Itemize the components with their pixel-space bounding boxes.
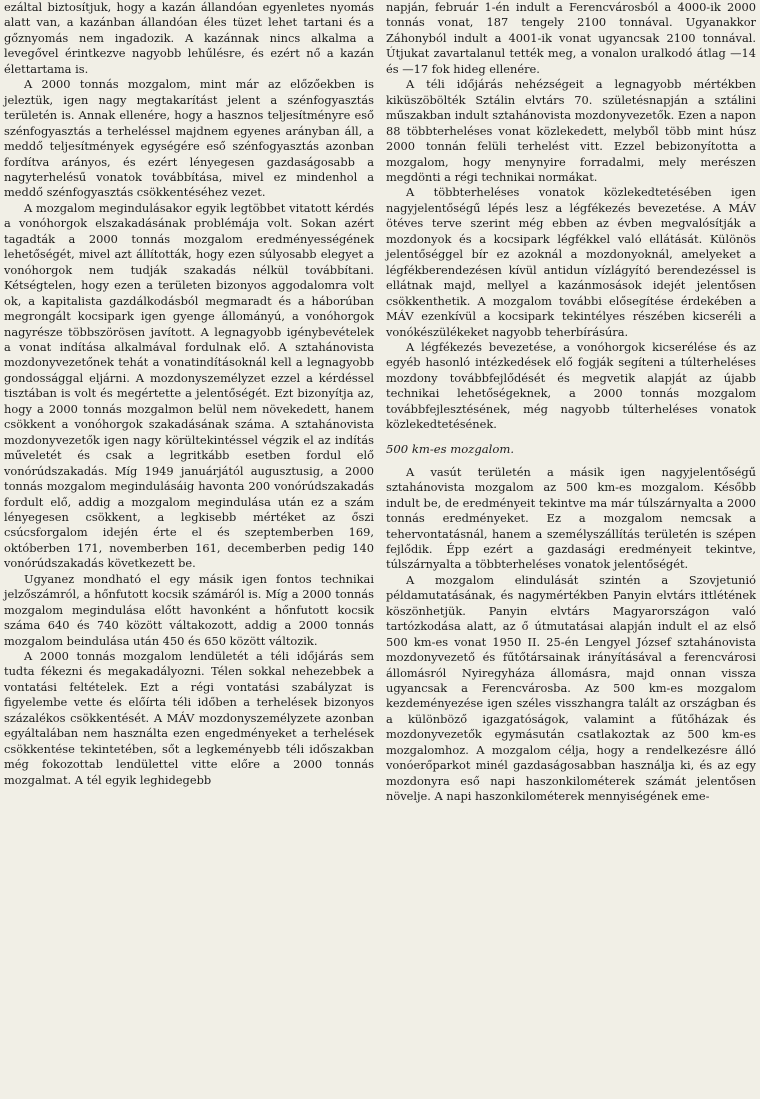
paragraph: A vasút területén a másik igen nagyjelentőségű sztahánovista mozgalom az 500 km-es mozgalom. Később indult be, de eredményeit tekintve ma már túlszárnyalta a 2000 tonnás eredményeket. Ez a mozgalom nemcsak a tehervontatásnál, hanem a személyszállítás területén is szépen fejlődik. Épp ezért a gazdasági eredményeit tekintve, túlszárnyalta a többterheléses vonatok jelentőségét. (386, 464, 756, 572)
paragraph: A 2000 tonnás mozgalom lendületét a téli időjárás sem tudta fékezni és megakadályozni. Télen sokkal nehezebbek a vontatási feltételek. Ezt a régi vontatási szabályzat is figyelembe vette és előírta téli időben a terhelések bizonyos százalékos csökkentését. A MÁV mozdonyszemélyzete azonban egyáltalában nem használta ezen engedményeket a terhelések csökkentése tekintetében, sőt a legkeményebb téli időszakban még fokozottab lendülettel vitte előre a 2000 tonnás mozgalmat. A tél egyik leghidegebb (4, 649, 374, 787)
paragraph: ezáltal biztosítjuk, hogy a kazán állandóan egyenletes nyomás alatt van, a kazánban állandóan éles tüzet lehet tartani és a gőznyomás nem ingadozik. A kazánnak nincs alkalma a levegővel érintkezve nagyobb lehűlésre, és ezért nő a kazán élettartama is. (4, 0, 374, 76)
paragraph: A 2000 tonnás mozgalom, mint már az előzőekben is jeleztük, igen nagy megtakarítást jelent a szénfogyasztás területén is. Annak ellenére, hogy a hasznos teljesítményre eső szénfogyasztás a terheléssel majdnem egyenes arányban áll, a meddő teljesítmények egységére eső szénfogyasztás azonban fordítva arányos, és ezért lényegesen gazdaságosabb a nagyterhelésű vonatok továbbítása, mivel ez mindenhol a meddő szénfogyasztás csökkentéséhez vezet. (4, 77, 374, 200)
section-heading: 500 km-es mozgalom. (386, 441, 515, 456)
paragraph: A téli időjárás nehézségeit a legnagyobb mértékben kiküszöbölték Sztálin elvtárs 70. születésnapján a sztálini műszakban indult sztahánovista mozdonyvezetők. Ezen a napon 88 többterheléses vonat közlekedett, melyből több mint húsz 2000 tonnán felüli terhelést vitt. Ezzel bebizonyította a mozgalom, hogy menynyire forradalmi, mely merészen megdönti a régi technikai normákat. (386, 77, 756, 184)
paragraph: A többterheléses vonatok közlekedtetésében igen nagyjelentőségű lépés lesz a légfékezés bevezetése. A MÁV ötéves terve szerint még ebben az évben megvalósítják a mozdonyok és a kocsipark légfékkel való ellátását. Különös jelentőséggel bír ez azoknál a mozdonyoknál, amelyeket a légfékberendezésen kívül antidun vízlágyító berendezéssel is ellátnak majd, mellyel a kazánmosások idejét jelentősen csökkenthetik. A mozgalom további elősegítése érdekében a MÁV ezenkívül a kocsipark tekintélyes részében kicseréli a vonókészülékeket nagyobb teherbírásúra. (386, 185, 756, 339)
paragraph: A mozgalom megindulásakor egyik legtöbbet vitatott kérdés a vonóhorgok elszakadásának problémája volt. Sokan azért tagadták a 2000 tonnás mozgalom eredményességének lehetőségét, mivel azt állították, hogy ezen súlyosabb elegyet a vonóhorgok nem tudják szakadás nélkül továbbítani. Kétségtelen, hogy ezen a területen bizonyos aggodalomra volt ok, a kapitalista gazdálkodásból megmaradt és a háborúban megrongált kocsipark igen gyenge állományú, a vonóhorgok nagyrésze többszörösen javított. A legnagyobb igénybevételek a vonat indítása alkalmával fordulnak elő. A sztahánovista mozdonyvezetőnek tehát a vonatindításoknál kell a legnagyobb gondossággal eljárni. A mozdonyszemélyzet ezzel a kérdéssel tisztában is volt és megértette a jelentőségét. Ezt bizonyítja az, hogy a 2000 tonnás mozgalmon belül nem növekedett, hanem csökkent a vonóhorgok szakadásának száma. A sztahánovista mozdonyvezetők igen nagy körültekintéssel végzik el az indítás műveletét és csak a legritkább esetben fordul elő vonórúdszakadás. Míg 1949 januárjától augusztusig, a 2000 tonnás mozgalom megindulásáig havonta 200 vonórúdszakadás fordult elő, addig a mozgalom megindulása után ez a szám lényegesen csökkent, a legkisebb mértéket az őszi csúcsforgalom idején érte el és szeptemberben 169, októberben 171, novemberben 161, decemberben pedig 140 vonórúdszakadás következett be. (4, 200, 374, 571)
paragraph: Ugyanez mondható el egy másik igen fontos technikai jelzőszámról, a hőnfutott kocsik számáról is. Míg a 2000 tonnás mozgalom megindulása előtt havonként a hőnfutott kocsik száma 640 és 740 között váltakozott, addig a 2000 tonnás mozgalom beindulása után 450 és 650 között változik. (4, 571, 374, 648)
left-column (4, 0, 374, 1099)
paragraph: napján, február 1-én indult a Ferencvárosból a 4000-ik 2000 tonnás vonat, 187 tengely 2100 tonnával. Ugyanakkor Záhonyból indult a 4001-ik vonat ugyancsak 2100 tonnával. Útjukat zavartalanul tették meg, a vonalon uralkodó átlag —14 és —17 fok hideg ellenére. (386, 0, 756, 76)
paragraph: A mozgalom elindulását szintén a Szovjetunió példamutatásának, és nagymértékben Panyin elvtárs ittlétének köszönhetjük. Panyin elvtárs Magyarországon való tartózkodása alatt, az ő útmutatásai alapján indult el az első 500 km-es vonat 1950 II. 25-én Lengyel József sztahánovista mozdonyvezető és fűtőtársainak irányításával a ferencvárosi állomásról Nyiregyháza állomásra, majd onnan vissza ugyancsak a Ferencvárosba. Az 500 km-es mozgalom kezdeményezése igen széles visszhangra talált az országban és a különböző igazgatóságok, valamint a fűtőházak és mozdonyvezetők egymásután csatlakoztak az 500 km-es mozgalomhoz. A mozgalom célja, hogy a rendelkezésre álló vonóerőparkot minél gazdaságosabban használja ki, és az egy mozdonyra eső napi haszonkilométerek számát jelentősen növelje. A napi haszonkilométerek mennyiségének eme- (386, 572, 756, 804)
right-column (386, 0, 756, 1099)
paragraph: A légfékezés bevezetése, a vonóhorgok kicserélése és az egyéb hasonló intézkedések elő fogják segíteni a túlterheléses mozdony továbbfejlődését és megvetik alapját az újabb technikai lehetőségeknek, a 2000 tonnás mozgalom továbbfejlesztésének, még nagyobb túlterheléses vonatok közlekedtetésének. (386, 339, 756, 432)
